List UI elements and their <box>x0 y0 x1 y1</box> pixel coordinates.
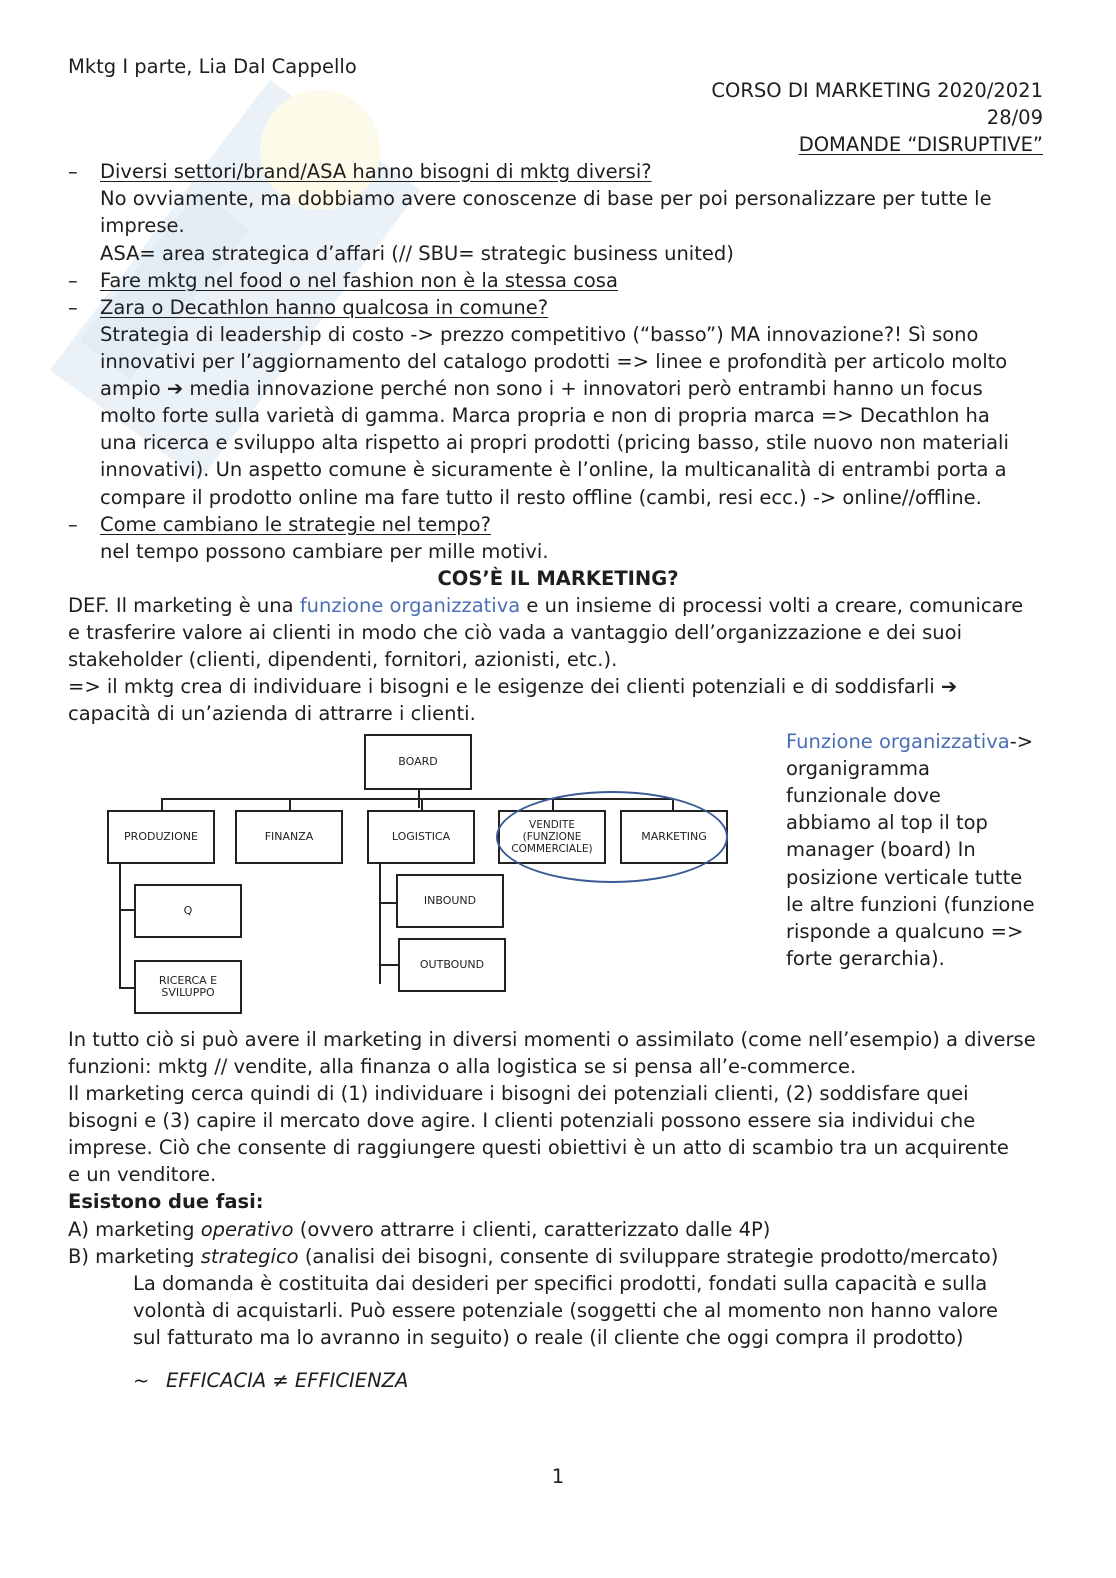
phase-a-term: operativo <box>200 1218 294 1241</box>
answer-4: nel tempo possono cambiare per mille motivi. <box>100 540 549 563</box>
side-note-line-4: abbiamo al top il top <box>786 811 988 834</box>
body-line-6: e un venditore. <box>68 1163 217 1186</box>
side-note-line-1 <box>786 728 1033 755</box>
author-line: Mktg I parte, Lia Dal Cappello <box>68 55 357 78</box>
answer-3-line-7: compare il prodotto online ma fare tutto il resto offline (cambi, resi ecc.) -> online//offline. <box>100 486 982 509</box>
connector-produzione <box>161 798 163 810</box>
org-box-logistica: LOGISTICA <box>367 810 475 864</box>
side-note-line-8: risponde a qualcuno => <box>786 920 1024 943</box>
org-box-q: Q <box>134 884 242 938</box>
definition-line-4-text: => il mktg crea di individuare i bisogni e le esigenze dei clienti potenziali e di soddisfarli <box>68 675 935 698</box>
phase-b-term: strategico <box>200 1245 299 1268</box>
org-chart <box>100 728 740 1020</box>
org-box-marketing: MARKETING <box>620 810 728 864</box>
arrow-icon: ➔ <box>166 377 184 400</box>
answer-3-line-4: molto forte sulla varietà di gamma. Marca propria e non di propria marca => Decathlon ha <box>100 404 990 427</box>
phase-a-desc: (ovvero attrarre i clienti, caratterizzato dalle 4P) <box>293 1218 771 1241</box>
phase-b-desc: (analisi dei bisogni, consente di sviluppare strategie prodotto/mercato) <box>298 1245 999 1268</box>
phase-a-prefix: A) marketing <box>68 1218 201 1241</box>
side-note-line-5: manager (board) In <box>786 838 976 861</box>
connector-produzione-sub <box>119 862 121 988</box>
body-line-1: In tutto ciò si può avere il marketing in diversi momenti o assimilato (come nell’esempio) a diverse <box>68 1028 1036 1051</box>
side-note-line-6: posizione verticale tutte <box>786 866 1023 889</box>
side-note-keyword: Funzione organizzativa <box>786 730 1010 753</box>
side-note-line-9: forte gerarchia). <box>786 947 945 970</box>
body-line-2: funzioni: mktg // vendite, alla finanza o alla logistica se si pensa all’e-commerce. <box>68 1055 857 1078</box>
answer-3-rest: media innovazione perché non sono i + innovatori però entrambi hanno un focus <box>183 377 983 400</box>
side-note-line-3: funzionale dove <box>786 784 941 807</box>
connector-ricerca <box>119 987 135 989</box>
org-box-ricerca: RICERCA E SVILUPPO <box>134 960 242 1014</box>
answer-1-line-3: ASA= area strategica d’affari (// SBU= strategic business united) <box>100 242 734 265</box>
efficacia-line: EFFICACIA ≠ EFFICIENZA <box>166 1369 409 1392</box>
phases-title: Esistono due fasi: <box>68 1190 264 1213</box>
question-1: Diversi settori/brand/ASA hanno bisogni di mktg diversi? <box>100 160 652 183</box>
answer-3-word: ampio <box>100 377 161 400</box>
question-4: Come cambiano le strategie nel tempo? <box>100 513 491 536</box>
connector-finanza <box>289 798 291 810</box>
definition-line-5: capacità di un’azienda di attrarre i clienti. <box>68 702 476 725</box>
bullet-dash: – <box>68 513 78 536</box>
phase-a <box>68 1216 770 1243</box>
bullet-dash: – <box>68 269 78 292</box>
org-box-board: BOARD <box>364 734 472 790</box>
page-number: 1 <box>551 1465 565 1488</box>
body-line-4: bisogni e (3) capire il mercato dove agire. I clienti potenziali possono essere sia individui che <box>68 1109 976 1132</box>
org-box-outbound: OUTBOUND <box>398 938 506 992</box>
arrow-icon: ➔ <box>940 675 958 698</box>
definition-line-3: stakeholder (clienti, dipendenti, fornitori, azionisti, etc.). <box>68 648 618 671</box>
answer-1-line-2: imprese. <box>100 214 185 237</box>
connector-logistica <box>421 798 423 810</box>
definition-keyword: funzione organizzativa <box>299 594 521 617</box>
definition-line-4 <box>68 673 957 700</box>
org-box-produzione: PRODUZIONE <box>107 810 215 864</box>
side-note-line-2: organigramma <box>786 757 930 780</box>
answer-3-line-6: innovativi). Un aspetto comune è sicuramente è l’online, la multicanalità di entrambi porta a <box>100 458 1007 481</box>
connector-q <box>119 909 135 911</box>
tilde-bullet: ~ <box>133 1369 150 1392</box>
connector-board-stub <box>418 800 420 808</box>
bullet-dash: – <box>68 160 78 183</box>
demand-line-1: La domanda è costituita dai desideri per specifici prodotti, fondati sulla capacità e sulla <box>133 1272 988 1295</box>
question-2: Fare mktg nel food o nel fashion non è la stessa cosa <box>100 269 618 292</box>
body-line-3: Il marketing cerca quindi di (1) individuare i bisogni dei potenziali clienti, (2) soddisfare quei <box>68 1082 969 1105</box>
phase-b-prefix: B) marketing <box>68 1245 201 1268</box>
side-note-line-7: le altre funzioni (funzione <box>786 893 1035 916</box>
bullet-dash: – <box>68 296 78 319</box>
answer-3-line-1: Strategia di leadership di costo -> prezzo competitivo (“basso”) MA innovazione?! Sì sono <box>100 323 979 346</box>
section-heading: COS’È IL MARKETING? <box>437 567 679 590</box>
definition-suffix: e un insieme di processi volti a creare, comunicare <box>520 594 1024 617</box>
definition-prefix: DEF. Il marketing è una <box>68 594 300 617</box>
body-line-5: imprese. Ciò che consente di raggiungere questi obiettivi è un atto di scambio tra un acquirente <box>68 1136 1009 1159</box>
phase-b <box>68 1243 998 1270</box>
answer-3-line-3 <box>100 375 983 402</box>
lecture-date: 28/09 <box>986 106 1043 129</box>
org-box-vendite: VENDITE (FUNZIONE COMMERCIALE) <box>498 810 606 864</box>
connector-inbound <box>379 902 397 904</box>
question-3: Zara o Decathlon hanno qualcosa in comune? <box>100 296 549 319</box>
demand-line-3: sul fatturato ma lo avranno in seguito) o reale (il cliente che oggi compra il prodotto) <box>133 1326 964 1349</box>
org-box-finanza: FINANZA <box>235 810 343 864</box>
demand-line-2: volontà di acquistarli. Può essere potenziale (soggetti che al momento non hanno valore <box>133 1299 998 1322</box>
connector-outbound <box>379 964 399 966</box>
side-note-arrow: -> <box>1009 730 1034 753</box>
highlight-ellipse <box>496 791 728 883</box>
answer-3-line-5: una ricerca e sviluppo alta rispetto ai propri prodotti (pricing basso, stile nuovo non materiali <box>100 431 1009 454</box>
definition-line-1 <box>68 592 1023 619</box>
course-title: CORSO DI MARKETING 2020/2021 <box>711 79 1043 102</box>
section-title: DOMANDE “DISRUPTIVE” <box>798 133 1043 156</box>
definition-line-2: e trasferire valore ai clienti in modo che ciò vada a vantaggio dell’organizzazione e dei suoi <box>68 621 963 644</box>
answer-3-line-2: innovativi per l’aggiornamento del catalogo prodotti => linee e profondità per articolo molto <box>100 350 1008 373</box>
org-box-inbound: INBOUND <box>396 874 504 928</box>
answer-1-line-1: No ovviamente, ma dobbiamo avere conoscenze di base per poi personalizzare per tutte le <box>100 187 992 210</box>
